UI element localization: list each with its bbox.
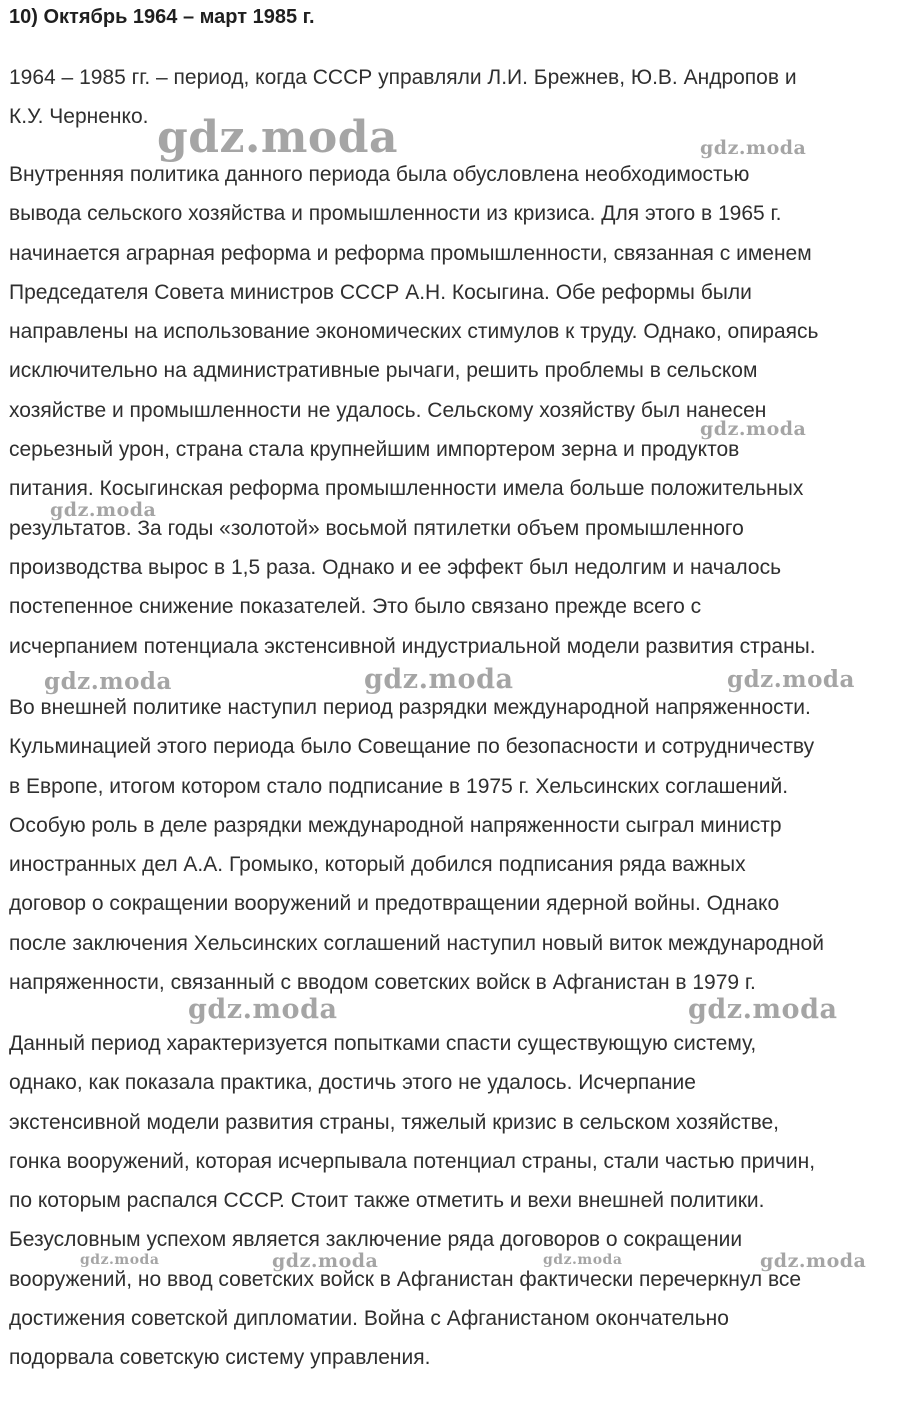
- text-line: подорвала советскую систему управления.: [9, 1346, 431, 1370]
- text-line: постепенное снижение показателей. Это было связано прежде всего с: [9, 595, 702, 619]
- text-line: напряженности, связанный с вводом советских войск в Афганистан в 1979 г.: [9, 971, 756, 995]
- text-line: Данный период характеризуется попытками спасти существующую систему,: [9, 1032, 757, 1055]
- paragraph-domestic-policy: [9, 155, 904, 666]
- watermark: gdz.moda: [727, 666, 855, 693]
- text-line: хозяйстве и промышленности не удалось. Сельскому хозяйству был нанесен: [9, 398, 767, 422]
- text-line: исключительно на административные рычаги, решить проблемы в сельском: [9, 359, 758, 383]
- watermark: gdz.moda: [272, 1250, 379, 1272]
- watermark: gdz.moda: [688, 994, 838, 1025]
- watermark: gdz.moda: [700, 418, 807, 440]
- text-line: 1964 – 1985 гг. – период, когда СССР управляли Л.И. Брежнев, Ю.В. Андропов и: [9, 66, 797, 89]
- text-line: Председателя Совета министров СССР А.Н. Косыгина. Обе реформы были: [9, 280, 752, 304]
- text-line: начинается аграрная реформа и реформа промышленности, связанная с именем: [9, 241, 812, 265]
- text-line: К.У. Черненко.: [9, 105, 149, 129]
- text-line: иностранных дел А.А. Громыко, который добился подписания ряда важных: [9, 853, 746, 877]
- text-line: достижения советской дипломатии. Война с Афганистаном окончательно: [9, 1307, 729, 1331]
- watermark: gdz.moda: [364, 664, 514, 695]
- paragraph-conclusion: [9, 1024, 904, 1378]
- text-line: Безусловным успехом является заключение ряда договоров о сокращении: [9, 1228, 743, 1252]
- text-line: после заключения Хельсинских соглашений наступил новый виток международной: [9, 931, 824, 955]
- section-heading: 10) Октябрь 1964 – март 1985 г.: [9, 6, 315, 28]
- text-line: результатов. За годы «золотой» восьмой пятилетки объем промышленного: [9, 516, 744, 540]
- watermark: gdz.moda: [760, 1250, 867, 1272]
- text-line: вооружений, но ввод советских войск в Афганистан фактически перечеркнул все: [9, 1267, 802, 1291]
- text-line: Во внешней политике наступил период разрядки международной напряженности.: [9, 696, 811, 719]
- watermark: gdz.moda: [700, 137, 807, 159]
- text-line: договор о сокращении вооружений и предотвращении ядерной войны. Однако: [9, 892, 780, 916]
- text-line: вывода сельского хозяйства и промышленности из кризиса. Для этого в 1965 г.: [9, 202, 782, 226]
- text-line: по которым распался СССР. Стоит также отметить и вехи внешней политики.: [9, 1189, 765, 1213]
- text-line: Внутренняя политика данного периода была обусловлена необходимостью: [9, 163, 750, 186]
- text-line: экстенсивной модели развития страны, тяжелый кризис в сельском хозяйстве,: [9, 1110, 780, 1134]
- text-line: в Европе, итогом котором стало подписание в 1975 г. Хельсинских соглашений.: [9, 774, 789, 798]
- text-line: питания. Косыгинская реформа промышленности имела больше положительных: [9, 477, 804, 501]
- text-line: однако, как показала практика, достичь этого не удалось. Исчерпание: [9, 1071, 696, 1095]
- paragraph-foreign-policy: [9, 688, 904, 1002]
- watermark: gdz.moda: [44, 668, 172, 695]
- watermark: gdz.moda: [188, 994, 338, 1025]
- watermark: gdz.moda: [80, 1252, 160, 1268]
- paragraph-intro: [9, 58, 904, 137]
- text-line: производства вырос в 1,5 раза. Однако и ее эффект был недолгим и началось: [9, 555, 782, 579]
- text-line: Кульминацией этого периода было Совещание по безопасности и сотрудничеству: [9, 735, 815, 759]
- text-line: гонка вооружений, которая исчерпывала потенциал страны, стали частью причин,: [9, 1149, 816, 1173]
- text-line: Особую роль в деле разрядки международной напряженности сыграл министр: [9, 813, 782, 837]
- text-line: направлены на использование экономических стимулов к труду. Однако, опираясь: [9, 320, 819, 344]
- watermark: gdz.moda: [50, 499, 157, 521]
- text-line: серьезный урон, страна стала крупнейшим импортером зерна и продуктов: [9, 438, 740, 462]
- watermark: gdz.moda: [543, 1252, 623, 1268]
- text-line: исчерпанием потенциала экстенсивной индустриальной модели развития страны.: [9, 634, 816, 658]
- watermark: gdz.moda: [157, 112, 399, 163]
